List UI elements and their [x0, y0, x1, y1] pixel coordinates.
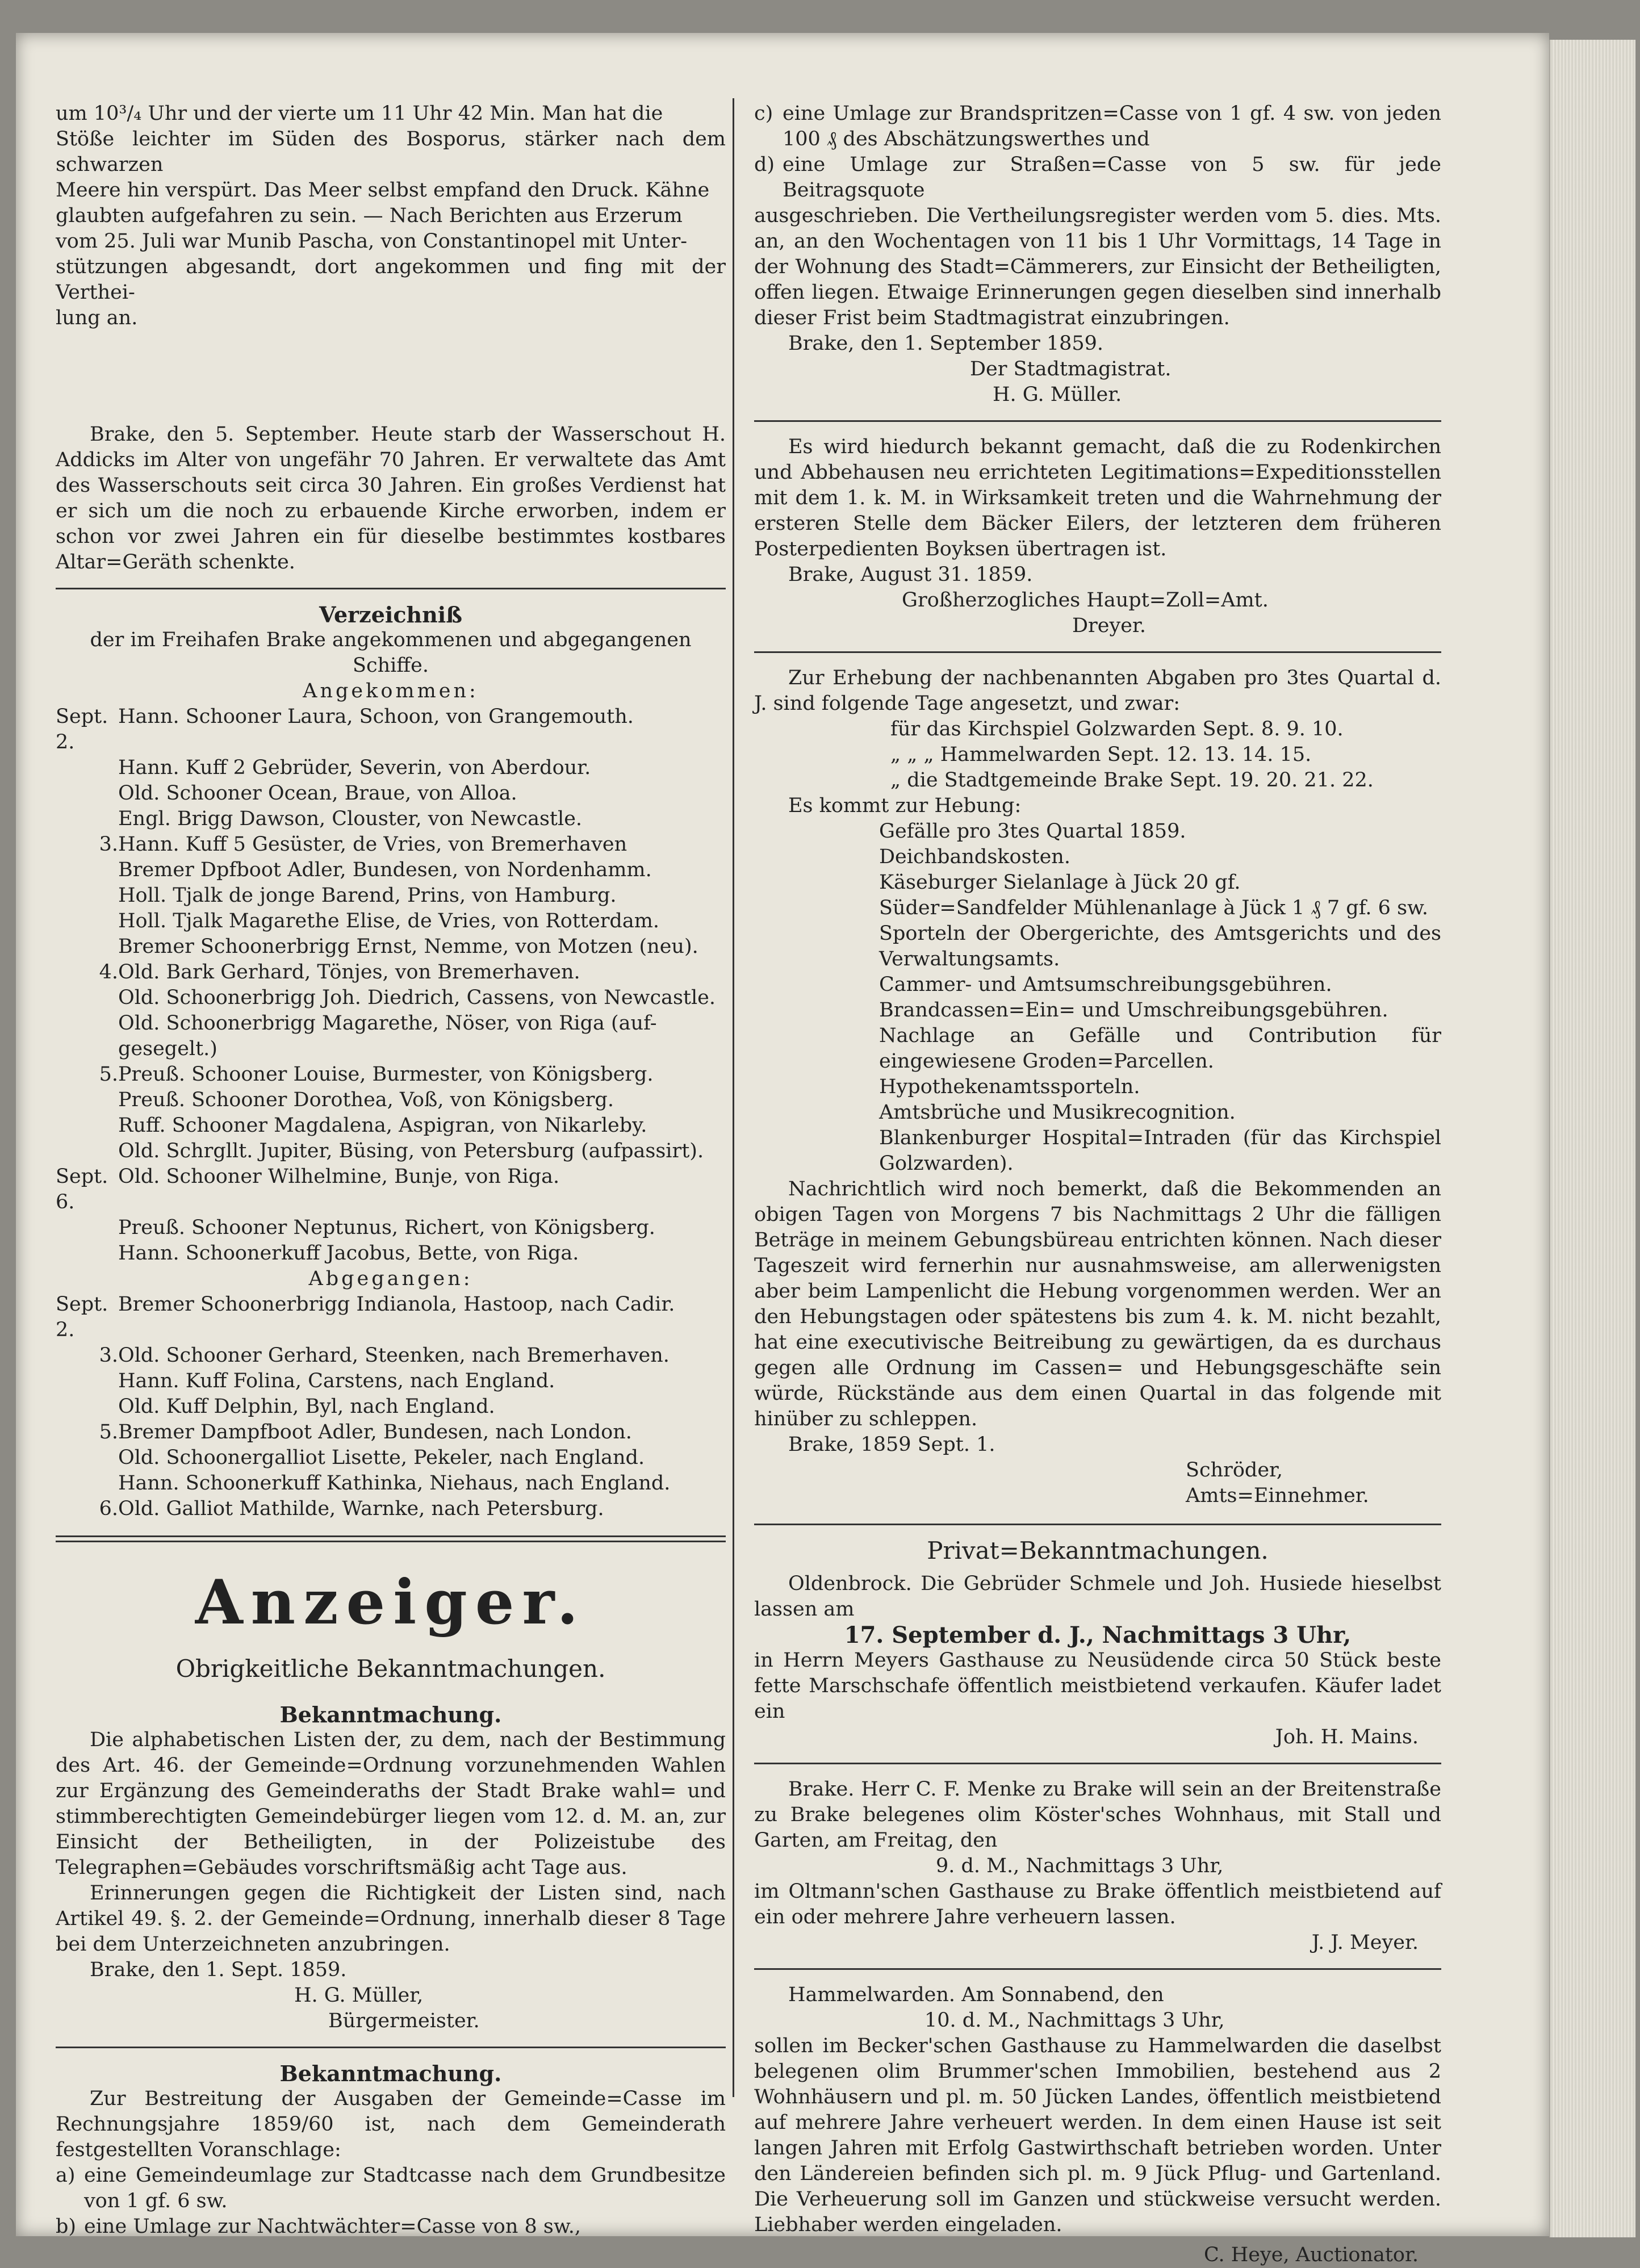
ad-body: Oldenbrock. Die Gebrüder Schmele und Joh. Husiede hieselbst lassen am [754, 1572, 1441, 1621]
ship-entry: Ruff. Schooner Magdalena, Aspigran, von Nikarleby. [118, 1114, 647, 1137]
ship-entry: Old. Schrgllt. Jupiter, Büsing, von Petersburg (aufpassirt). [118, 1140, 704, 1162]
departed-label: Abgegangen: [308, 1267, 473, 1290]
notice-signer: H. G. Müller. [993, 383, 1122, 406]
arrived-label: Angekommen: [303, 680, 479, 702]
ad-highlight: 17. September d. J., Nachmittags 3 Uhr, [844, 1622, 1352, 1648]
double-rule [56, 1535, 726, 1542]
list-item: a) eine Gemeindeumlage zur Stadtcasse nach dem Grundbesitze von 1 gf. 6 sw. [56, 2164, 726, 2212]
notice-signer: Dreyer. [1072, 614, 1147, 637]
ad-signer: C. Heye, Auctionator. [1203, 2244, 1419, 2266]
ship-entry: Hann. Schoonerkuff Jacobus, Bette, von Riga. [118, 1242, 579, 1265]
ship-entry: 3. Hann. Kuff 5 Gesüster, de Vries, von Bremerhaven [99, 833, 627, 856]
ship-entry: 5. Preuß. Schooner Louise, Burmester, von Königsberg. [99, 1063, 654, 1086]
list-item: Amtsbrüche und Musikrecognition. [879, 1101, 1236, 1124]
text-line: lung an. [56, 307, 138, 329]
text-line: Meere hin verspürt. Das Meer selbst empfand den Druck. Kähne [56, 179, 710, 202]
notice-office: Großherzogliches Haupt=Zoll=Amt. [902, 589, 1269, 612]
ad-signer: J. J. Meyer. [1311, 1931, 1419, 1954]
notice-role: Amts=Einnehmer. [1186, 1484, 1369, 1507]
text-line: glaubten aufgefahren zu sein. — Nach Berichten aus Erzerum [56, 204, 683, 227]
ship-entry: Hann. Kuff 2 Gebrüder, Severin, von Aberdour. [118, 756, 591, 779]
notice-date: Brake, den 1. September 1859. [788, 332, 1104, 355]
notice-title: Bekanntmachung. [279, 2061, 502, 2086]
ad-body: im Oltmann'schen Gasthause zu Brake öffentlich meistbietend auf ein oder mehrere Jahre verheuern lassen. [754, 1880, 1441, 1928]
schedule-line: „ „ „ Hammelwarden Sept. 12. 13. 14. 15. [890, 743, 1312, 766]
notice-signer: H. G. Müller, [294, 1984, 424, 2007]
ships-subtitle: der im Freihafen Brake angekommenen und abgegangenen Schiffe. [90, 629, 692, 677]
text-line: stützungen abgesandt, dort angekommen und fing mit der Verthei- [56, 256, 726, 304]
divider-rule [754, 1968, 1441, 1970]
ship-entry: 5. Bremer Dampfboot Adler, Bundesen, nach London. [99, 1421, 632, 1443]
divider-rule [56, 588, 726, 589]
ad-body: Brake. Herr C. F. Menke zu Brake will sein an der Breitenstraße zu Brake belegenes olim Köster'sches Wohnhaus, mit Stall und Garten, am Freitag, den [754, 1778, 1441, 1852]
list-item: Brandcassen=Ein= und Umschreibungsgebühren. [879, 999, 1388, 1022]
list-item: Käseburger Sielanlage à Jück 20 gf. [879, 871, 1241, 894]
notice-date: Brake, August 31. 1859. [788, 563, 1033, 586]
notice-signer: Der Stadtmagistrat. [970, 358, 1172, 380]
divider-rule [754, 1763, 1441, 1764]
ship-entry: Sept. 2. Bremer Schoonerbrigg Indianola, Hastoop, nach Cadir. [56, 1293, 675, 1341]
notice-date: Brake, den 1. Sept. 1859. [90, 1959, 347, 1981]
ship-entry: Engl. Brigg Dawson, Clouster, von Newcastle. [118, 807, 583, 830]
ship-entry: Old. Kuff Delphin, Byl, nach England. [118, 1395, 495, 1418]
list-item: c) eine Umlage zur Brandspritzen=Casse von 1 gf. 4 sw. von jeden 100 ₰ des Abschätzungswerthes und [754, 102, 1441, 150]
obituary-paragraph: Brake, den 5. September. Heute starb der Wasserschout H. Addicks im Alter von ungefähr 70 Jahren. Er verwaltete das Amt des Wasserschouts seit circa 30 Jahren. Ein großes Verdienst hat er sich um die noch zu erbauende Kirche erworben, indem er schon vor zwei Jahren ein für dieselbe bestimmtes kostbares Altar=Geräth schenkte. [56, 423, 726, 574]
ship-entry: Bremer Schoonerbrigg Ernst, Nemme, von Motzen (neu). [118, 935, 698, 958]
notice-body: Zur Erhebung der nachbenannten Abgaben pro 3tes Quartal d. J. sind folgende Tage angesetzt, und zwar: [754, 667, 1441, 715]
masthead-anzeiger: Anzeiger. [195, 1567, 587, 1638]
ship-entry: Holl. Tjalk de jonge Barend, Prins, von Hamburg. [118, 884, 617, 907]
notice-title: Bekanntmachung. [279, 1702, 502, 1727]
ship-entry: 4. Old. Bark Gerhard, Tönjes, von Bremerhaven. [99, 961, 580, 984]
list-item: Gefälle pro 3tes Quartal 1859. [879, 820, 1186, 843]
hebung-list [754, 819, 1441, 1177]
ship-entry: Old. Schoonerbrigg Magarethe, Nöser, von Riga (auf-gesegelt.) [118, 1012, 657, 1060]
hebung-label: Es kommt zur Hebung: [788, 794, 1022, 817]
ad-body: Hammelwarden. Am Sonnabend, den [788, 1984, 1164, 2006]
right-column [754, 101, 1441, 2268]
ship-entry: Preuß. Schooner Neptunus, Richert, von Königsberg. [118, 1216, 655, 1239]
notice-body: Erinnerungen gegen die Richtigkeit der Listen sind, nach Artikel 49. §. 2. der Gemeinde=Ordnung, innerhalb dieser 8 Tage bei dem Unterzeichneten anzubringen. [56, 1882, 726, 1956]
section-title: Obrigkeitliche Bekanntmachungen. [175, 1655, 606, 1683]
divider-rule [754, 420, 1441, 422]
notice-body: Die alphabetischen Listen der, zu dem, nach der Bestimmung des Art. 46. der Gemeinde=Ordnung vorzunehmenden Wahlen zur Ergänzung des Gemeinderaths der Stadt Brake wahl= und stimmberechtigten Gemeindebürger liegen vom 12. d. M. an, zur Einsicht der Betheiligten, in der Polizeistube des Telegraphen=Gebäudes vorschriftsmäßig acht Tage aus. [56, 1729, 726, 1879]
ship-entry: Hann. Kuff Folina, Carstens, nach England. [118, 1370, 555, 1392]
ship-entry: Holl. Tjalk Magarethe Elise, de Vries, von Rotterdam. [118, 910, 660, 932]
ad-date: 9. d. M., Nachmittags 3 Uhr, [936, 1855, 1224, 1877]
list-item: Süder=Sandfelder Mühlenanlage à Jück 1 ₰ 7 gf. 6 sw. [879, 897, 1428, 919]
ad-signer: Joh. H. Mains. [1275, 1726, 1419, 1748]
departed-list [56, 1292, 726, 1522]
ship-entry: Old. Schoonergalliot Lisette, Pekeler, nach England. [118, 1446, 645, 1469]
schedule-line: für das Kirchspiel Golzwarden Sept. 8. 9. 10. [890, 718, 1344, 740]
newspaper-page [16, 33, 1549, 2266]
ships-title: Verzeichniß [319, 602, 463, 627]
divider-rule [754, 651, 1441, 653]
list-item: Hypothekenamtssporteln. [879, 1076, 1140, 1098]
ad-body: sollen im Becker'schen Gasthause zu Hammelwarden die daselbst belegenen olim Brummer'schen Immobilien, bestehend aus 2 Wohnhäusern und pl. m. 50 Jücken Landes, öffentlich meistbietend auf mehrere Jahre verheuert werden. In dem einen Hause ist seit langen Jahren mit Erfolg Gastwirthschaft betrieben worden. Unter den Ländereien befinden sich pl. m. 9 Jück Pflug- und Gartenland. Die Verheuerung soll im Ganzen und stückweise versucht werden. Liebhaber werden eingeladen. [754, 2035, 1441, 2236]
private-title: Privat=Bekanntmachungen. [927, 1537, 1269, 1564]
ship-entry: 6. Old. Galliot Mathilde, Warnke, nach Petersburg. [99, 1497, 604, 1520]
intro-paragraph [56, 101, 726, 331]
ship-entry: Preuß. Schooner Dorothea, Voß, von Königsberg. [118, 1089, 614, 1111]
ship-entry: Bremer Dpfboot Adler, Bundesen, von Nordenhamm. [118, 859, 652, 881]
left-column [56, 101, 726, 2240]
list-item: Blankenburger Hospital=Intraden (für das Kirchspiel Golzwarden). [879, 1127, 1441, 1175]
page-edge [1549, 40, 1635, 2237]
notice-body: Zur Bestreitung der Ausgaben der Gemeinde=Casse im Rechnungsjahre 1859/60 ist, nach dem Gemeinderath festgestellten Voranschlage: [56, 2087, 726, 2161]
notice-body: ausgeschrieben. Die Vertheilungsregister werden vom 5. dies. Mts. an, an den Wochentagen von 11 bis 1 Uhr Vormittags, 14 Tage in der Wohnung des Stadt=Cämmerers, zur Einsicht der Betheiligten, offen liegen. Etwaige Erinnerungen gegen dieselben sind innerhalb dieser Frist beim Stadtmagistrat einzubringen. [754, 204, 1441, 329]
list-item: d) eine Umlage zur Straßen=Casse von 5 sw. für jede Beitragsquote [754, 153, 1441, 202]
list-item: Nachlage an Gefälle und Contribution für eingewiesene Groden=Parcellen. [879, 1024, 1441, 1073]
notice-signer: Schröder, [1186, 1459, 1283, 1482]
ad-body: in Herrn Meyers Gasthause zu Neusüdende circa 50 Stück beste fette Marschschafe öffentlich meistbietend verkaufen. Käufer ladet ein [754, 1649, 1441, 1723]
notice-note: Nachrichtlich wird noch bemerkt, daß die Bekommenden an obigen Tagen von Morgens 7 bis Nachmittags 2 Uhr die fälligen Beträge in meinem Gebungsbüreau entrichten können. Nach dieser Tageszeit wird fernerhin nur ausnahmsweise, am allerwenigsten aber beim Lampenlicht die Hebung vorgenommen werden. Wer an den Hebungstagen oder spätestens bis zum 4. k. M. nicht bezahlt, hat eine executivische Beitreibung zu gewärtigen, da es durchaus gegen alle Ordnung im Cassen= und Hebungsgeschäfte sein würde, Rückstände aus dem einen Quartal in das folgende mit hinüber zu schleppen. [754, 1178, 1441, 1430]
schedule-line: „ die Stadtgemeinde Brake Sept. 19. 20. 21. 22. [890, 769, 1374, 792]
list-item: Cammer- und Amtsumschreibungsgebühren. [879, 973, 1332, 996]
notice-role: Bürgermeister. [328, 2010, 480, 2032]
ship-entry: Hann. Schoonerkuff Kathinka, Niehaus, nach England. [118, 1472, 671, 1495]
ship-entry: Old. Schoonerbrigg Joh. Diedrich, Cassens, von Newcastle. [118, 986, 716, 1009]
list-item: b) eine Umlage zur Nachtwächter=Casse von 8 sw., [56, 2215, 581, 2238]
divider-rule [56, 2047, 726, 2048]
notice-body: Es wird hiedurch bekannt gemacht, daß die zu Rodenkirchen und Abbehausen neu errichteten Legitimations=Expeditionsstellen mit dem 1. k. M. in Wirksamkeit treten und die Wahrnehmung der ersteren Stelle dem Bäcker Eilers, der letzteren dem früheren Posterpedienten Boyksen übertragen ist. [754, 436, 1441, 560]
divider-rule [754, 1524, 1441, 1525]
ship-entry: Old. Schooner Ocean, Braue, von Alloa. [118, 782, 517, 805]
ship-entry: Sept. 6. Old. Schooner Wilhelmine, Bunje, von Riga. [56, 1165, 560, 1213]
arrived-list [56, 704, 726, 1266]
list-item: Deichbandskosten. [879, 846, 1070, 868]
ship-entry: 3. Old. Schooner Gerhard, Steenken, nach Bremerhaven. [99, 1344, 670, 1367]
text-line: um 10³/₄ Uhr und der vierte um 11 Uhr 42 Min. Man hat die [56, 102, 663, 125]
ship-entry: Sept. 2. Hann. Schooner Laura, Schoon, von Grangemouth. [56, 705, 634, 754]
notice-date: Brake, 1859 Sept. 1. [788, 1433, 995, 1456]
list-item: Sporteln der Obergerichte, des Amtsgerichts und des Verwaltungsamts. [879, 922, 1441, 970]
ad-date: 10. d. M., Nachmittags 3 Uhr, [924, 2009, 1225, 2032]
text-line: vom 25. Juli war Munib Pascha, von Constantinopel mit Unter- [56, 230, 688, 253]
column-divider [733, 98, 734, 2097]
text-line: Stöße leichter im Süden des Bosporus, stärker nach dem schwarzen [56, 128, 726, 176]
